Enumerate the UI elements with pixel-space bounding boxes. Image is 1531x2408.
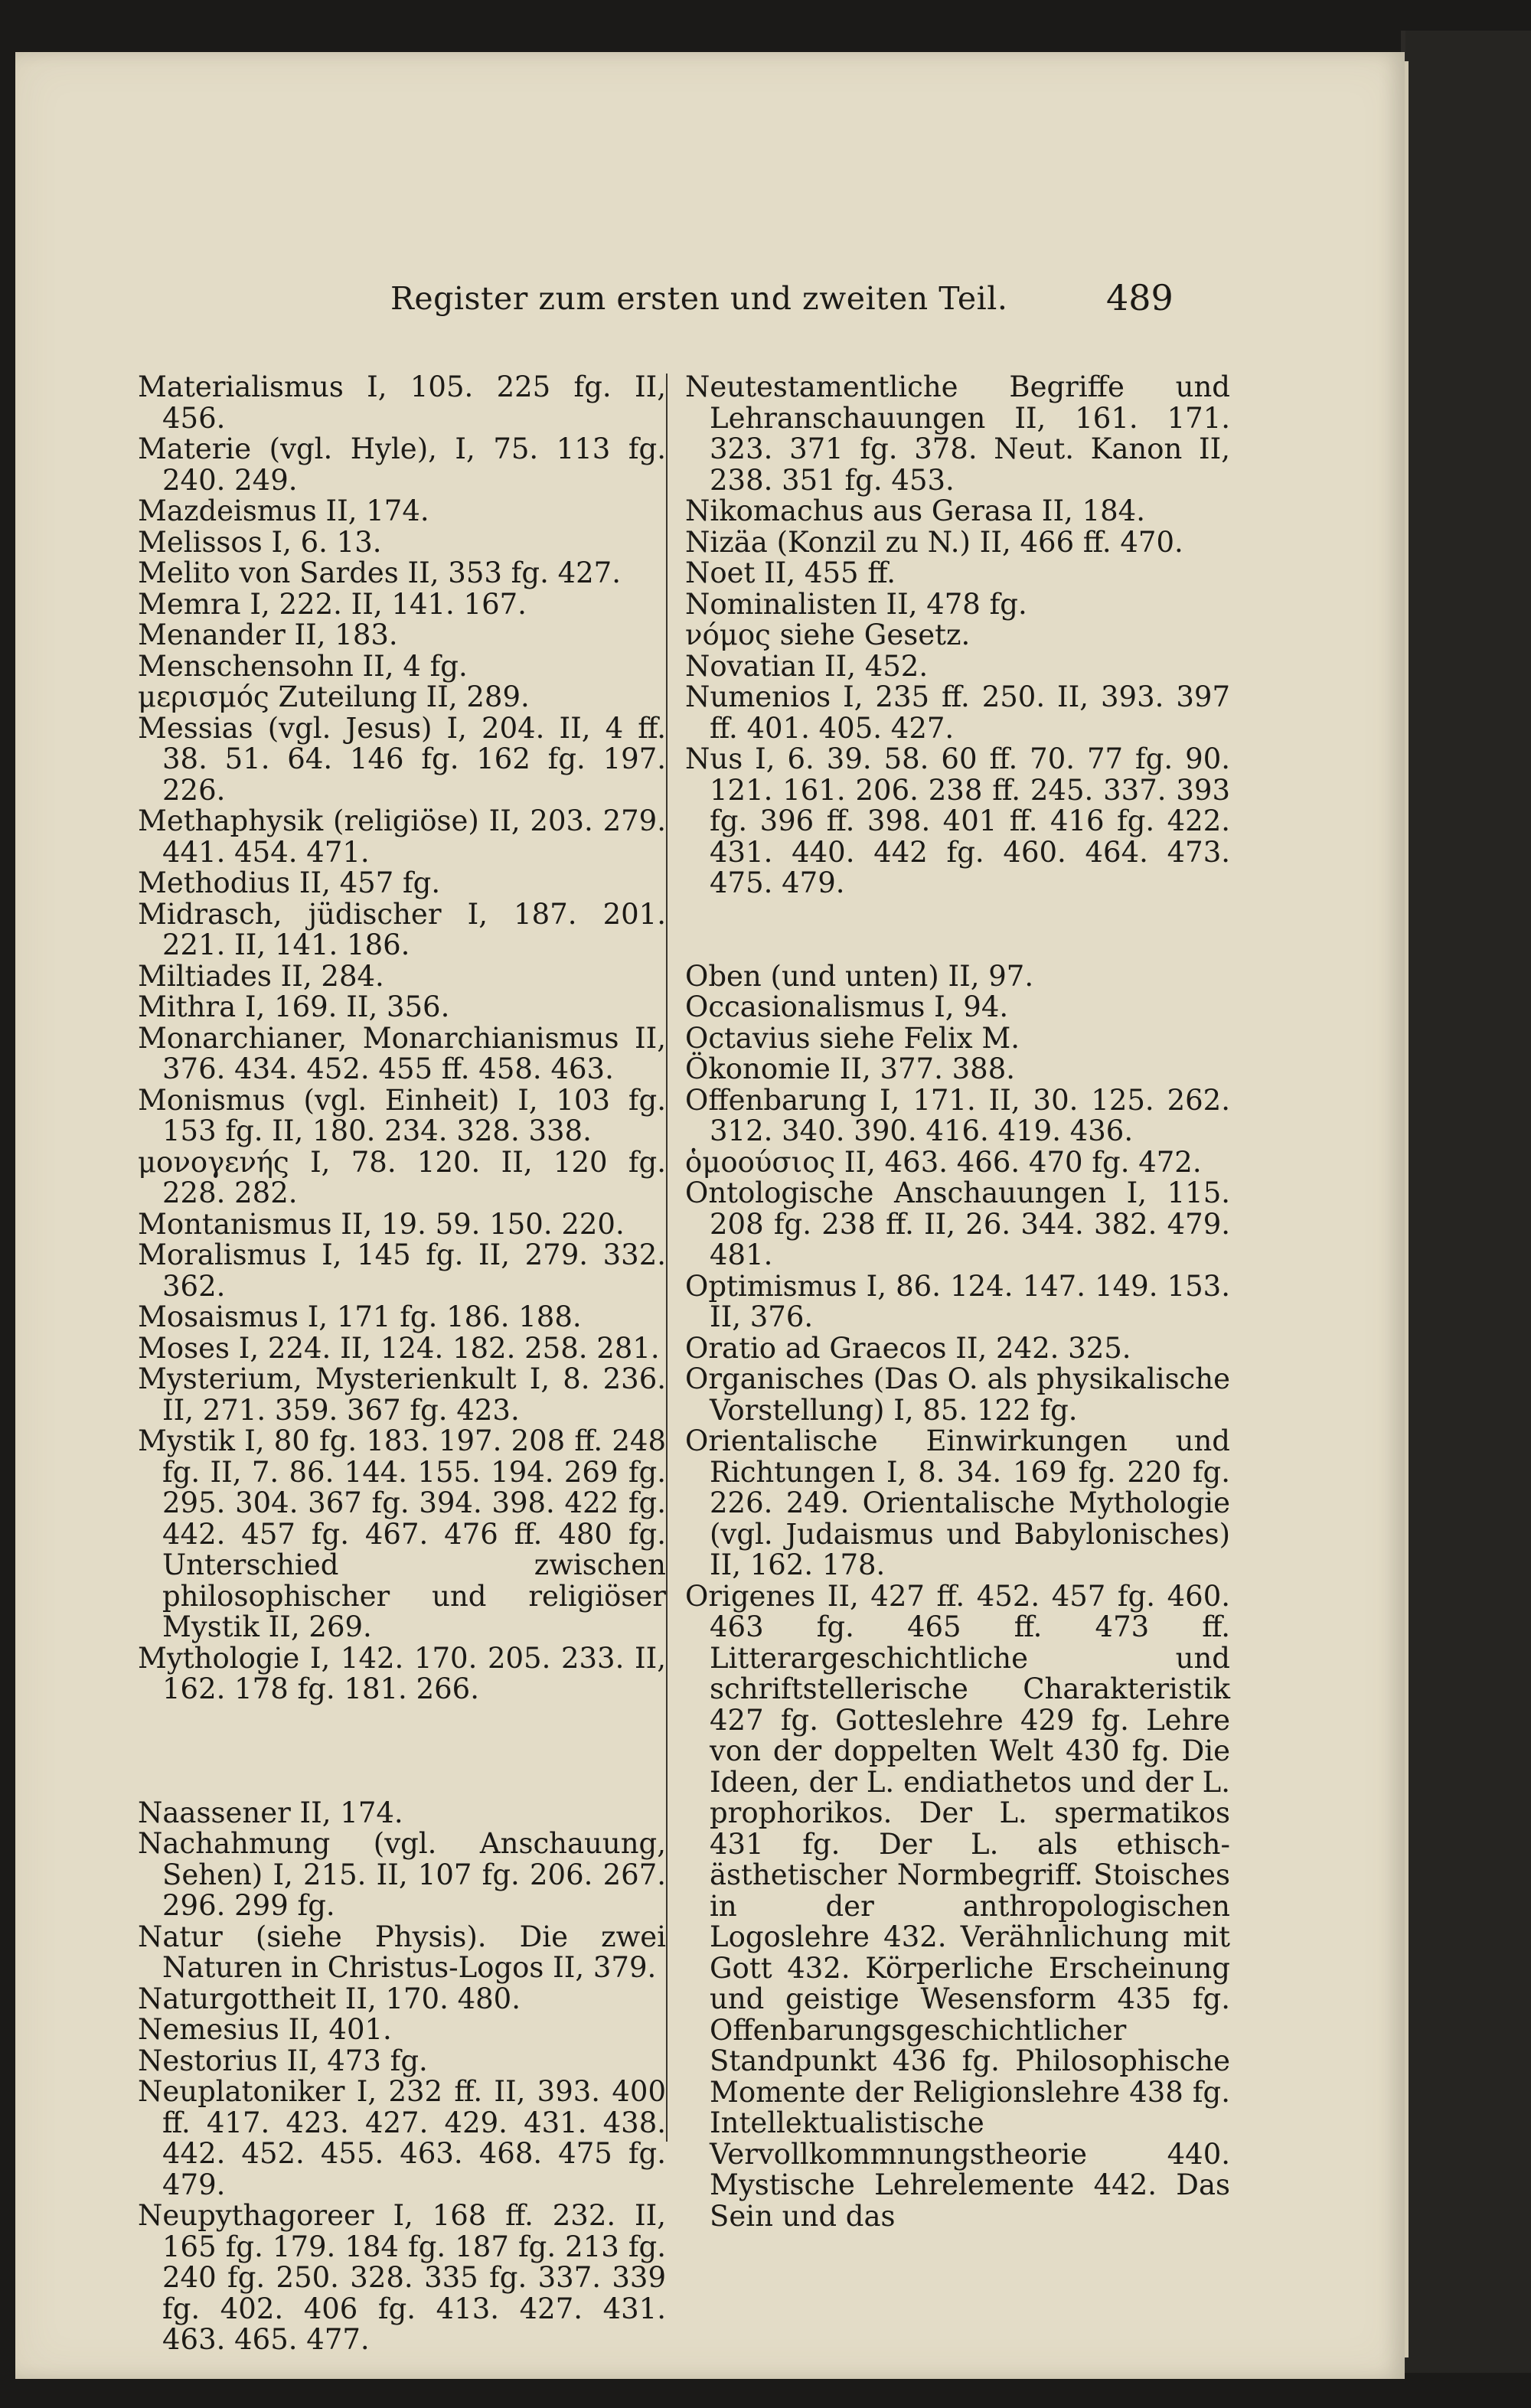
index-entry: Nizäa (Konzil zu N.) II, 466 ff. 470. — [685, 525, 1183, 559]
index-entry: Materie (vgl. Hyle), I, 75. 113 fg. 240. 249. — [138, 432, 666, 497]
index-entry: Methaphysik (religiöse) II, 203. 279. 441. 454. 471. — [138, 804, 666, 869]
index-entry: Naassener II, 174. — [138, 1796, 403, 1829]
index-entry: Neupythagoreer I, 168 ff. 232. II, 165 fg. 179. 184 fg. 187 fg. 213 fg. 240 fg. 250. 328. 335 fg. 337. 339 fg. 402. 406 fg. 413. 427. 431. 463. 465. 477. — [138, 2199, 666, 2356]
index-entry: Nestorius II, 473 fg. — [138, 2044, 428, 2077]
index-entry: Mysterium, Mysterienkult I, 8. 236. II, 271. 359. 367 fg. 423. — [138, 1362, 666, 1427]
index-entry: Mosaismus I, 171 fg. 186. 188. — [138, 1300, 582, 1333]
index-entry: Natur (siehe Physis). Die zwei Naturen in Christus-Logos II, 379. — [138, 1920, 666, 1984]
index-entry: Neuplatoniker I, 232 ff. II, 393. 400 ff. 417. 423. 427. 429. 431. 438. 442. 452. 455. 463. 468. 475 fg. 479. — [138, 2075, 666, 2201]
index-entry: Mithra I, 169. II, 356. — [138, 990, 450, 1023]
index-entry: Octavius siehe Felix M. — [685, 1021, 1020, 1055]
index-entry: Numenios I, 235 ff. 250. II, 393. 397 ff. 401. 405. 427. — [685, 680, 1230, 745]
index-entry: μερισμός Zuteilung II, 289. — [138, 680, 530, 713]
letter-group-gap — [138, 1705, 666, 1798]
index-entry: Organisches (Das O. als physikalische Vorstellung) I, 85. 122 fg. — [685, 1362, 1230, 1427]
letter-group-gap — [685, 899, 1230, 961]
index-entry: Mystik I, 80 fg. 183. 197. 208 ff. 248 fg. II, 7. 86. 144. 155. 194. 269 fg. 295. 304. 367 fg. 394. 398. 422 fg. 442. 457 fg. 467. 476 ff. 480 fg. Unterschied zwischen philosophischer und religiöser Mystik II, 269. — [138, 1424, 666, 1643]
index-column-left — [138, 372, 666, 2356]
index-entry: Naturgottheit II, 170. 480. — [138, 1982, 521, 2015]
index-entry: Orientalische Einwirkungen und Richtungen I, 8. 34. 169 fg. 220 fg. 226. 249. Orientalische Mythologie (vgl. Judaismus und Babylonisches) II, 162. 178. — [685, 1424, 1230, 1581]
index-entry: Melito von Sardes II, 353 fg. 427. — [138, 556, 621, 589]
index-entry: Menschensohn II, 4 fg. — [138, 649, 468, 683]
index-entry: Ontologische Anschauungen I, 115. 208 fg. 238 ff. II, 26. 344. 382. 479. 481. — [685, 1176, 1230, 1271]
index-entry: ὁμοούσιος II, 463. 466. 470 fg. 472. — [685, 1145, 1202, 1179]
index-entry: Mythologie I, 142. 170. 205. 233. II, 162. 178 fg. 181. 266. — [138, 1641, 666, 1705]
index-entry: Novatian II, 452. — [685, 649, 929, 683]
index-entry: Optimismus I, 86. 124. 147. 149. 153. II, 376. — [685, 1269, 1230, 1333]
index-entry: Occasionalismus I, 94. — [685, 990, 1009, 1023]
index-entry: Menander II, 183. — [138, 618, 398, 651]
index-entry: Materialismus I, 105. 225 fg. II, 456. — [138, 370, 666, 435]
index-entry: Noet II, 455 ff. — [685, 556, 896, 589]
index-entry: Oratio ad Graecos II, 242. 325. — [685, 1331, 1131, 1365]
column-divider — [666, 374, 668, 2142]
index-column-right — [670, 372, 1230, 2232]
index-entry: νόμος siehe Gesetz. — [685, 618, 971, 651]
index-entry: Moralismus I, 145 fg. II, 279. 332. 362. — [138, 1238, 666, 1303]
page-header — [15, 274, 1405, 328]
index-entry: Nikomachus aus Gerasa II, 184. — [685, 494, 1145, 527]
index-entry: Messias (vgl. Jesus) I, 204. II, 4 ff. 38. 51. 64. 146 fg. 162 fg. 197. 226. — [138, 711, 666, 807]
page-number: 489 — [1106, 277, 1174, 318]
book-spine — [1401, 31, 1531, 2373]
index-entry: Offenbarung I, 171. II, 30. 125. 262. 312. 340. 390. 416. 419. 436. — [685, 1083, 1230, 1147]
index-entry: Neutestamentliche Begriffe und Lehranschauungen II, 161. 171. 323. 371 fg. 378. Neut. Kanon II, 238. 351 fg. 453. — [685, 370, 1230, 497]
index-entry: Oben (und unten) II, 97. — [685, 959, 1034, 993]
index-entry: Monarchianer, Monarchianismus II, 376. 434. 452. 455 ff. 458. 463. — [138, 1021, 666, 1085]
index-entry: Nominalisten II, 478 fg. — [685, 587, 1027, 621]
index-entry: Midrasch, jüdischer I, 187. 201. 221. II, 141. 186. — [138, 897, 666, 961]
index-entry: Miltiades II, 284. — [138, 959, 384, 993]
book-page — [15, 52, 1405, 2379]
index-entry: Nemesius II, 401. — [138, 2013, 392, 2046]
index-entry: Moses I, 224. II, 124. 182. 258. 281. — [138, 1331, 660, 1365]
index-entry: Origenes II, 427 ff. 452. 457 fg. 460. 463 fg. 465 ff. 473 ff. Litterargeschichtliche und schriftstellerische Charakteristik 427 fg. Gotteslehre 429 fg. Lehre von der doppelten Welt 430 fg. Die Ideen, der L. endiathetos und der L. prophorikos. Der L. spermatikos 431 fg. Der L. als ethisch-ästhetischer Normbegriff. Stoisches in der anthropologischen Logoslehre 432. Verähnlichung mit Gott 432. Körperliche Erscheinung und geistige Wesensform 435 fg. Offenbarungsgeschichtlicher Standpunkt 436 fg. Philosophische Momente der Religionslehre 438 fg. Intellektualistische Vervollkommnungstheorie 440. Mystische Lehrelemente 442. Das Sein und das — [685, 1579, 1230, 2233]
running-title: Register zum ersten und zweiten Teil. — [390, 280, 1008, 317]
index-entry: Mazdeismus II, 174. — [138, 494, 429, 527]
index-entry: Nus I, 6. 39. 58. 60 ff. 70. 77 fg. 90. 121. 161. 206. 238 ff. 245. 337. 393 fg. 396 ff. 398. 401 ff. 416 fg. 422. 431. 440. 442 fg. 460. 464. 473. 475. 479. — [685, 742, 1230, 899]
index-entry: μονογενής I, 78. 120. II, 120 fg. 228. 282. — [138, 1145, 666, 1209]
index-entry: Methodius II, 457 fg. — [138, 866, 441, 899]
index-entry: Melissos I, 6. 13. — [138, 525, 382, 559]
index-entry: Ökonomie II, 377. 388. — [685, 1052, 1015, 1085]
index-entry: Memra I, 222. II, 141. 167. — [138, 587, 527, 621]
index-entry: Monismus (vgl. Einheit) I, 103 fg. 153 fg. II, 180. 234. 328. 338. — [138, 1083, 666, 1147]
index-entry: Nachahmung (vgl. Anschauung, Sehen) I, 215. II, 107 fg. 206. 267. 296. 299 fg. — [138, 1827, 666, 1922]
index-entry: Montanismus II, 19. 59. 150. 220. — [138, 1207, 625, 1241]
